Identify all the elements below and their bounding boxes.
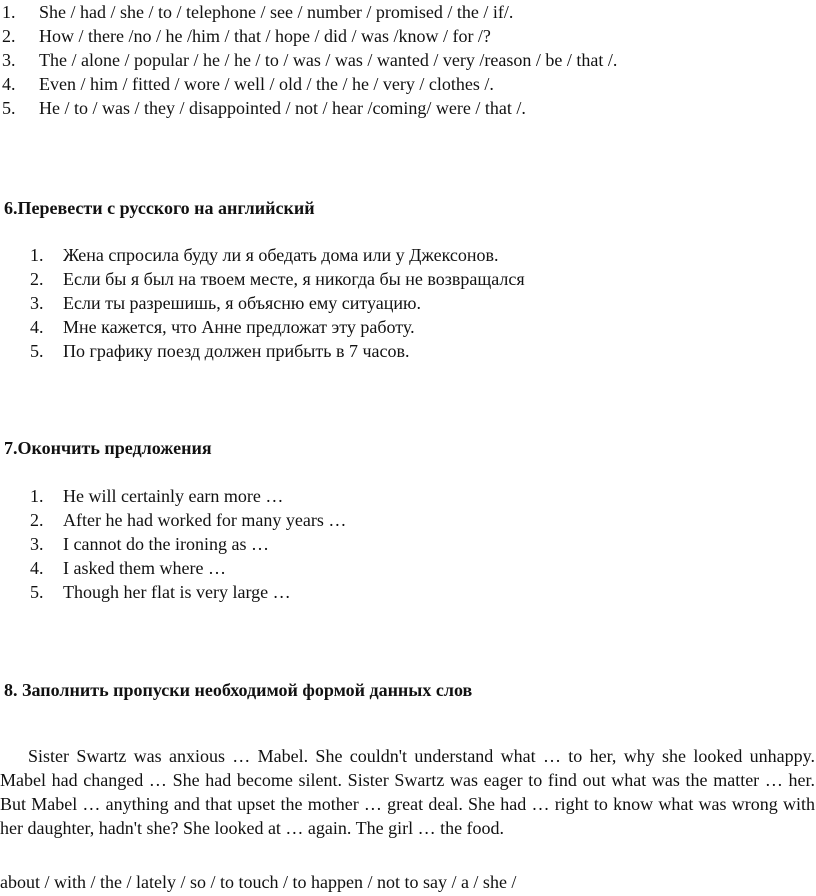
item-text: The / alone / popular / he / he / to / was / was / wanted / very /reason / be / that /. [39,50,618,70]
item-number: 3. [30,534,44,554]
item-number: 4. [30,558,44,578]
item-number: 2. [2,26,16,46]
section6-heading: 6.Перевести с русского на английский [4,198,315,218]
item-text: По графику поезд должен прибыть в 7 часов. [63,341,410,361]
item-text: Мне кажется, что Анне предложат эту работу. [63,317,415,337]
item-number: 1. [30,245,44,265]
item-text: How / there /no / he /him / that / hope / did / was /know / for /? [39,26,491,46]
item-number: 5. [30,341,44,361]
item-text: She / had / she / to / telephone / see / number / promised / the / if/. [39,2,514,22]
item-text: After he had worked for many years … [63,510,347,530]
word-bank: about / with / the / lately / so / to touch / to happen / not to say / a / she / [0,872,517,892]
item-text: He / to / was / they / disappointed / not / hear /coming/ were / that /. [39,98,526,118]
item-number: 5. [30,582,44,602]
item-number: 5. [2,98,16,118]
gap-fill-paragraph: Sister Swartz was anxious … Mabel. She couldn't understand what … to her, why she looked unhappy. Mabel had changed … She had become silent. Sister Swartz was eager to find out what was the matter … her. But Mabel … anything and that upset the mother … great deal. She had … right to know what was wrong with her daughter, hadn't she? She looked at … again. The girl … the food. [0,746,815,838]
item-number: 1. [2,2,16,22]
item-text: He will certainly earn more … [63,486,284,506]
item-text: Если ты разрешишь, я объясню ему ситуацию. [63,293,421,313]
item-number: 3. [30,293,44,313]
item-text: Though her flat is very large … [63,582,291,602]
item-number: 3. [2,50,16,70]
item-number: 4. [2,74,16,94]
item-text: I cannot do the ironing as … [63,534,269,554]
item-text: I asked them where … [63,558,226,578]
item-number: 2. [30,269,44,289]
section8-heading: 8. Заполнить пропуски необходимой формой данных слов [4,680,473,700]
item-number: 2. [30,510,44,530]
section7-heading: 7.Окончить предложения [4,438,212,458]
item-text: Если бы я был на твоем месте, я никогда бы не возвращался [63,269,525,289]
item-number: 4. [30,317,44,337]
item-text: Жена спросила буду ли я обедать дома или у Джексонов. [63,245,499,265]
item-number: 1. [30,486,44,506]
item-text: Even / him / fitted / wore / well / old / the / he / very / clothes /. [39,74,494,94]
